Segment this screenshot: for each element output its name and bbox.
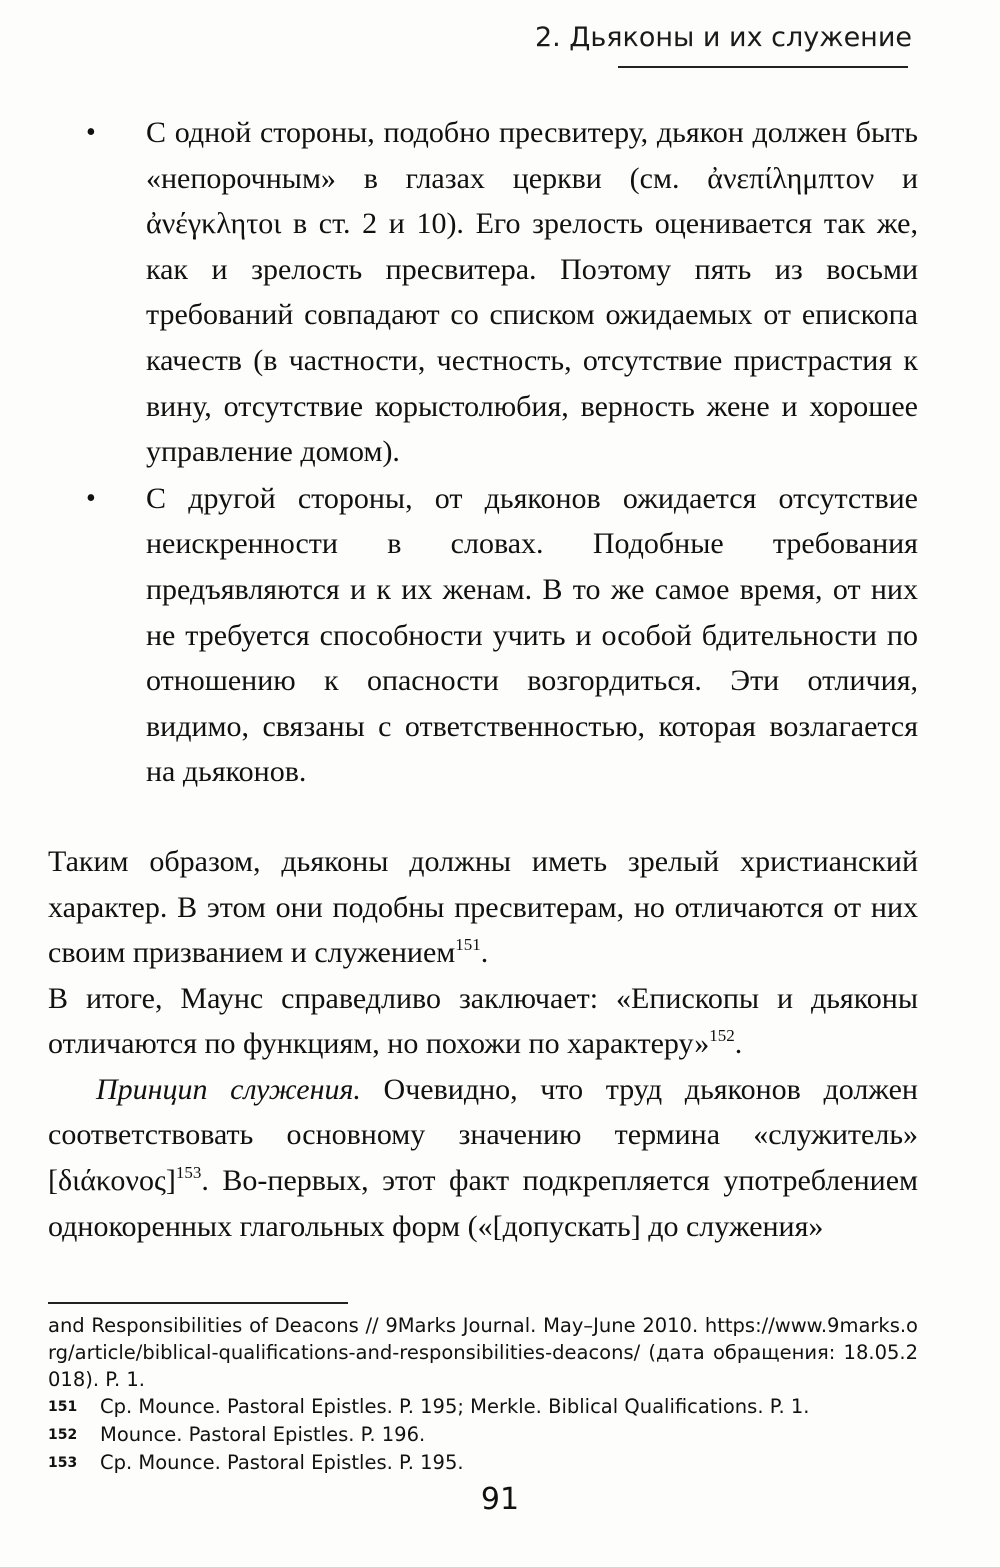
footnote-text: Ср. Mounce. Pastoral Epistles. P. 195. [100,1451,464,1474]
punctuation: . [480,936,489,970]
footnote-number: 151 [48,1399,78,1415]
footnote-rule [48,1302,348,1304]
run-in-heading: Принцип служения. [96,1072,361,1106]
list-item-text: С другой стороны, от дьяконов ожидается отсутствие неискренности в словах. Подобные требования предъявляются и к их женам. В то же самое время, от них не требуется способности учить и особой бдительности по отношению к опасности возгордиться. Эти отличия, видимо, связаны с ответственностью, которая возлагается на дьяконов. [146,481,918,789]
footnote-item [48,1393,918,1421]
list-item [48,476,918,795]
paragraph-text: В итоге, Маунс справедливо заключает: «Епископы и дьяконы отличаются по функциям, но похожи по характеру» [48,981,918,1061]
footnote-text: Mounce. Pastoral Epistles. P. 196. [100,1423,426,1446]
main-text [48,110,918,1249]
paragraph-summary [48,839,918,976]
header-rule [618,66,908,68]
bullet-icon: • [86,117,96,148]
paragraph-principle [48,1067,918,1249]
footnote-ref: 151 [455,935,481,955]
footnote-text: Ср. Mounce. Pastoral Epistles. P. 195; Merkle. Biblical Qualifications. P. 1. [100,1395,810,1418]
footnote-ref: 153 [175,1163,202,1183]
paragraph-text: . Во-первых, этот факт подкрепляется употреблением однокоренных глагольных форм («[допускать] до служения» [48,1164,918,1243]
bullet-list [48,110,918,795]
page-number: 91 [480,1482,520,1517]
footnote-continuation: and Responsibilities of Deacons // 9Marks Journal. May–June 2010. https://www.9marks.org/article/biblical-qualifications-and-responsibilities-deacons/ (дата обращения: 18.05.2018). P. 1. [48,1314,918,1391]
footnote-ref: 152 [709,1026,735,1046]
footnote-item [48,1421,918,1449]
list-item [48,110,918,475]
paragraph-text: Таким образом, дьяконы должны иметь зрелый христианский характер. В этом они подобны пресвитерам, но отличаются от них своим призванием и служением [48,844,918,970]
punctuation: . [734,1027,743,1061]
list-item-text: С одной стороны, подобно пресвитеру, дьякон должен быть «непорочным» в глазах церкви (см. ἀνεπίλημπτον и ἀνέγκλητοι в ст. 2 и 10). Его зрелость оценивается так же, как и зрелость пресвитера. Поэтому пять из восьми требований совпадают со списком ожидаемых от епископа качеств (в частности, честность, отсутствие пристрастия к вину, отсутствие корыстолюбия, верность жене и хорошее управление домом). [146,116,918,469]
running-head: 2. Дьяконы и их служение [534,22,912,53]
paragraph-conclusion [48,976,918,1067]
footnote-item [48,1449,918,1477]
bullet-icon: • [86,482,96,514]
paragraph-text: Очевидно, что труд дьяконов должен соответствовать основному значению термина «служитель» [διάκονος] [48,1072,918,1198]
footnote-number: 153 [48,1455,78,1471]
footnotes [48,1302,918,1477]
footnote-number: 152 [48,1427,78,1443]
